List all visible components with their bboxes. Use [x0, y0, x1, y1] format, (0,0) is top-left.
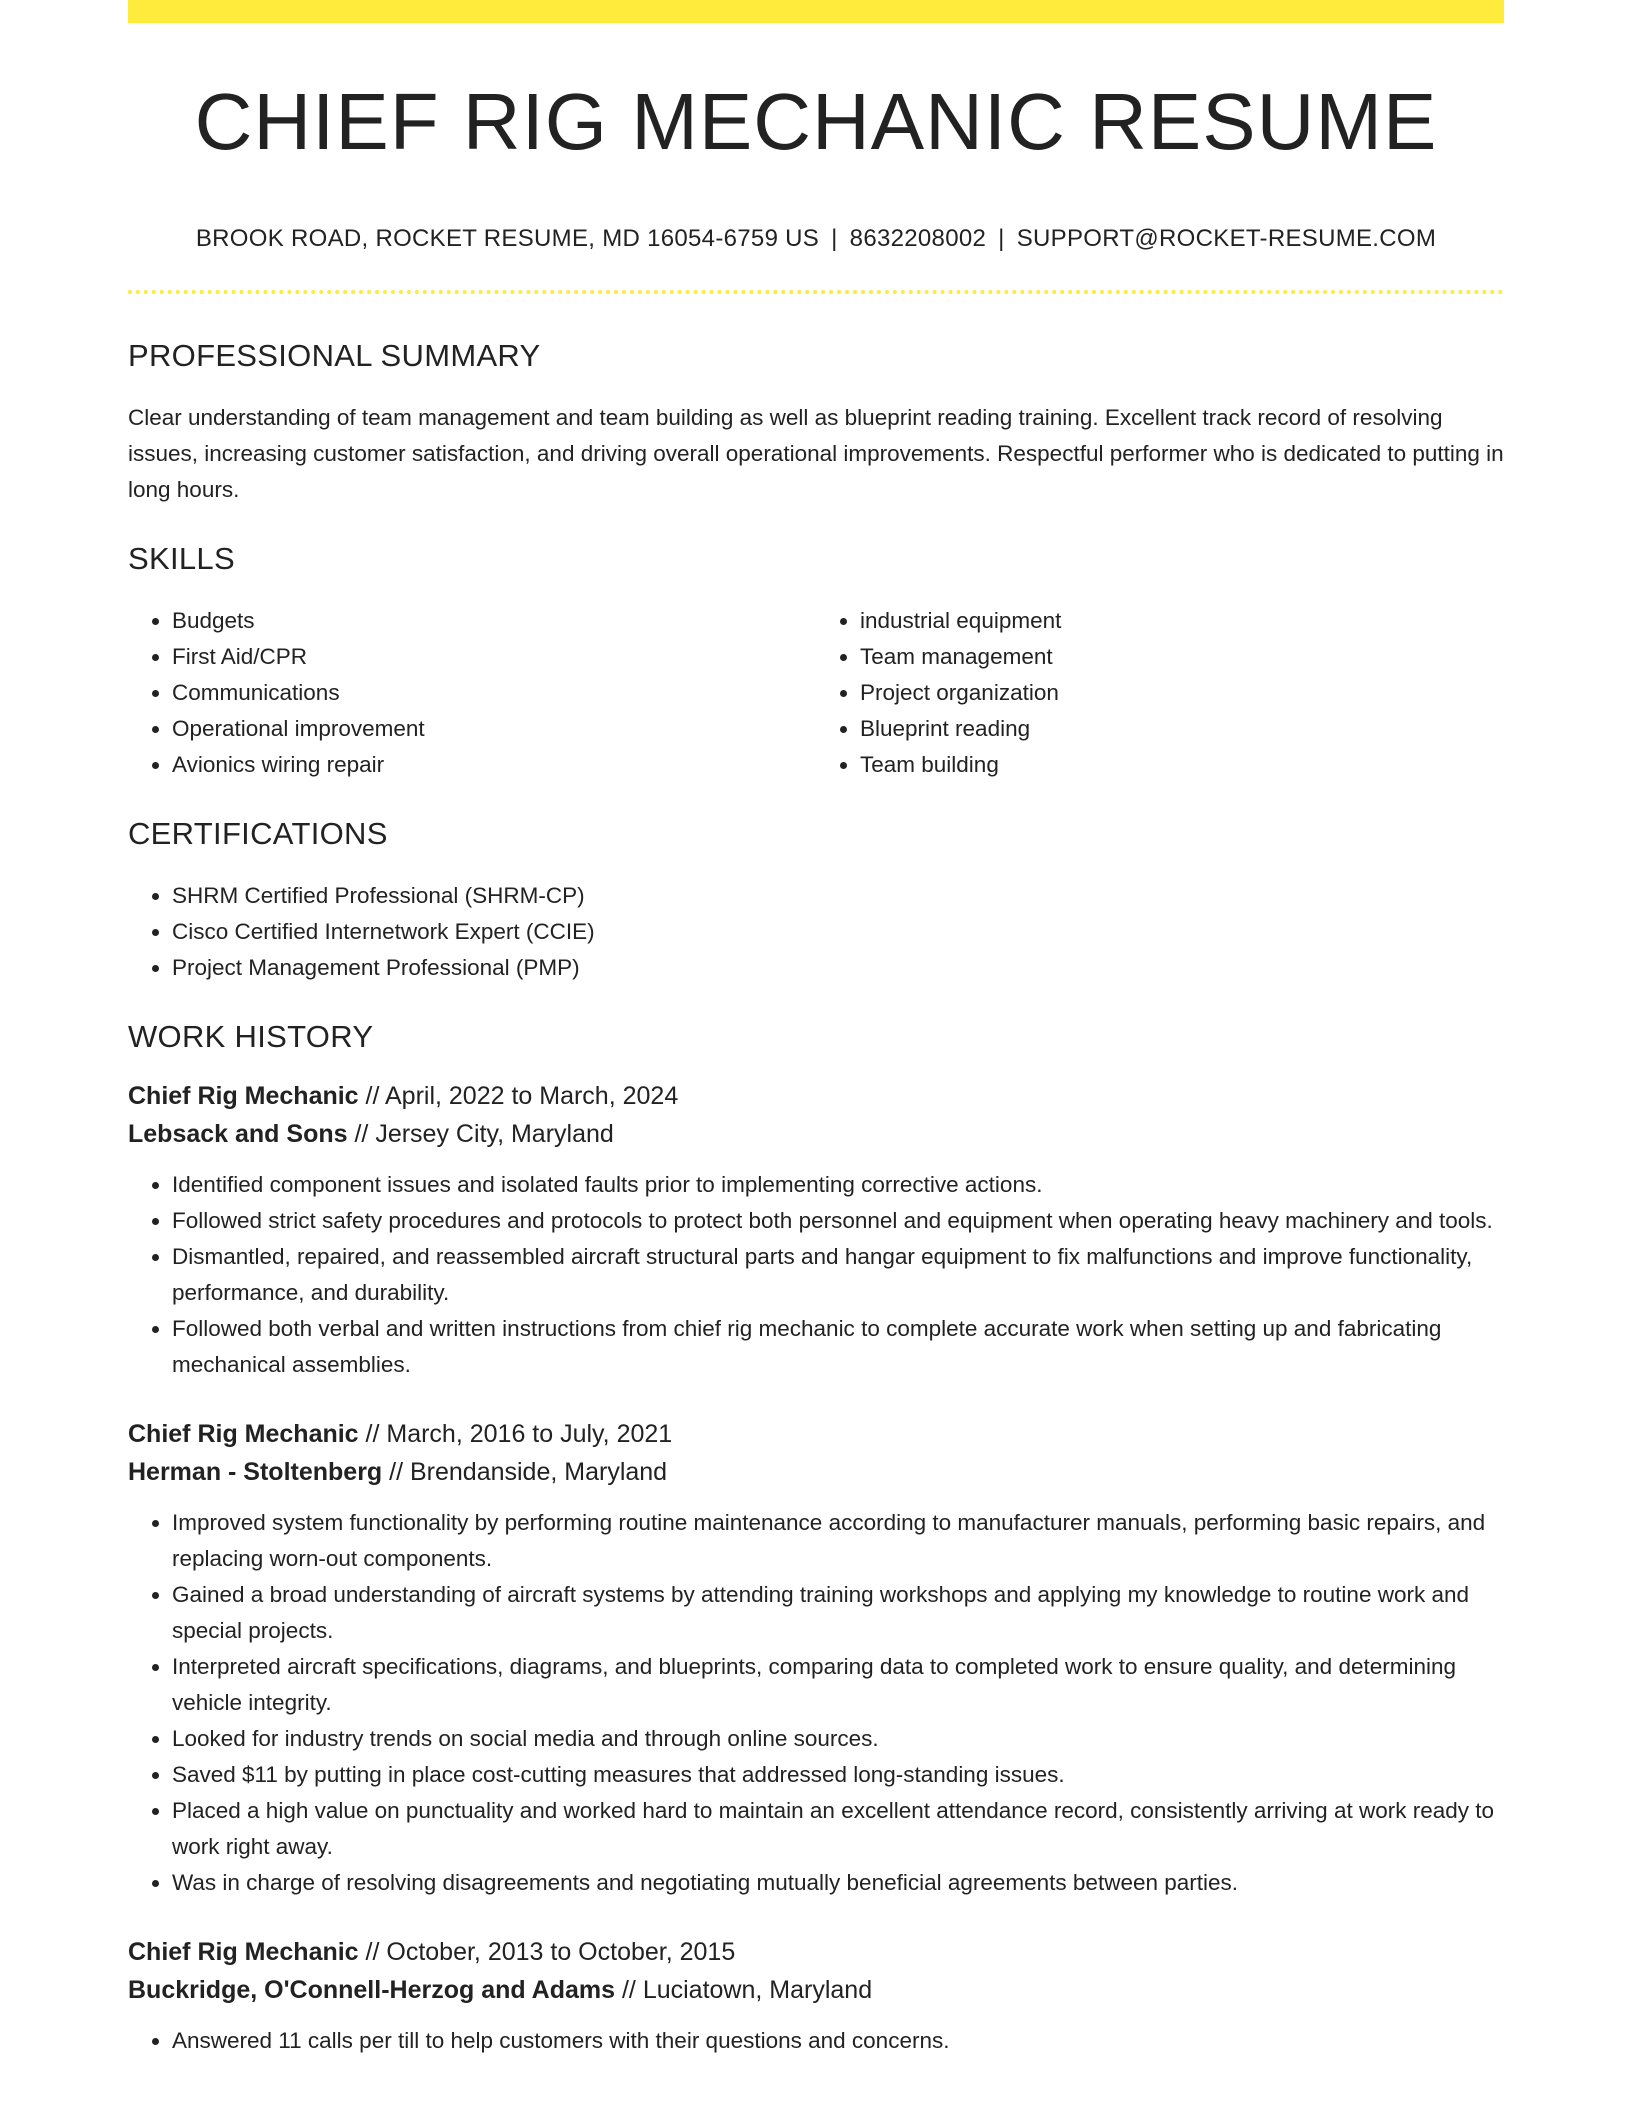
job-dates: // March, 2016 to July, 2021 [358, 1420, 673, 1448]
skill-item: • Budgets [172, 603, 816, 639]
contact-phone: 8632208002 [849, 225, 987, 252]
resume-title: CHIEF RIG MECHANIC RESUME [194, 77, 1438, 166]
job-bullet: • Was in charge of resolving disagreements and negotiating mutually beneficial agreements between parties. [172, 1865, 1504, 1901]
certifications-section [128, 816, 1504, 986]
certifications-list [128, 878, 1504, 986]
job-bullet: • Saved $11 by putting in place cost-cutting measures that addressed long-standing issues. [172, 1757, 1504, 1793]
job-dates: // April, 2022 to March, 2024 [358, 1082, 679, 1110]
job-bullet: • Answered 11 calls per till to help customers with their questions and concerns. [172, 2023, 1504, 2059]
skills-columns [128, 603, 1504, 783]
job-bullet: • Identified component issues and isolated faults prior to implementing corrective actions. [172, 1167, 1504, 1203]
job-title: Chief Rig Mechanic [128, 1420, 359, 1448]
job-bullet: • Placed a high value on punctuality and worked hard to maintain an excellent attendance record, consistently arriving at work ready to work right away. [172, 1793, 1504, 1865]
job-title-line [128, 1933, 1504, 1971]
work-history-heading: WORK HISTORY [128, 1019, 374, 1054]
skill-item: • Project organization [860, 675, 1504, 711]
job-location: // Luciatown, Maryland [615, 1976, 873, 2004]
top-accent-bar [128, 0, 1504, 23]
job-title-line [128, 1415, 1504, 1453]
job-company: Buckridge, O'Connell-Herzog and Adams [128, 1976, 616, 2004]
job-bullet: • Improved system functionality by performing routine maintenance according to manufacturer manuals, performing basic repairs, and replacing worn-out components. [172, 1505, 1504, 1577]
contact-email: SUPPORT@ROCKET-RESUME.COM [1016, 225, 1437, 252]
job-bullet: • Followed both verbal and written instructions from chief rig mechanic to complete accurate work when setting up and fabricating mechanical assemblies. [172, 1311, 1504, 1383]
job-title: Chief Rig Mechanic [128, 1082, 359, 1110]
work-history-section [128, 1019, 1504, 2059]
certification-item: • Project Management Professional (PMP) [172, 950, 1504, 986]
skill-item: • Team building [860, 747, 1504, 783]
job-bullet: • Dismantled, repaired, and reassembled aircraft structural parts and hangar equipment to fix malfunctions and improve functionality, performance, and durability. [172, 1239, 1504, 1311]
job-bullet: • Interpreted aircraft specifications, diagrams, and blueprints, comparing data to completed work to ensure quality, and determining vehicle integrity. [172, 1649, 1504, 1721]
job-company: Lebsack and Sons [128, 1120, 348, 1148]
job-location: // Jersey City, Maryland [347, 1120, 614, 1148]
skill-item: • industrial equipment [860, 603, 1504, 639]
contact-address: BROOK ROAD, ROCKET RESUME, MD 16054-6759 US [195, 225, 820, 252]
job-company: Herman - Stoltenberg [128, 1458, 383, 1486]
certification-item: • SHRM Certified Professional (SHRM-CP) [172, 878, 1504, 914]
certifications-heading: CERTIFICATIONS [128, 816, 388, 851]
skill-item: • First Aid/CPR [172, 639, 816, 675]
job-bullets [128, 2023, 1504, 2059]
skill-item: • Team management [860, 639, 1504, 675]
skills-section [128, 541, 1504, 783]
job-location: // Brendanside, Maryland [382, 1458, 668, 1486]
job-entry [128, 1415, 1504, 1901]
contact-separator: | [998, 225, 1005, 252]
job-company-line [128, 1971, 1504, 2009]
job-title-line [128, 1077, 1504, 1115]
summary-text: Clear understanding of team management and team building as well as blueprint reading training. Excellent track record of resolving issues, increasing customer satisfaction, and driving overall operational improvements. Respectful performer who is dedicated to putting in long hours. [128, 405, 1504, 502]
skill-item: • Blueprint reading [860, 711, 1504, 747]
job-company-line [128, 1453, 1504, 1491]
skills-heading: SKILLS [128, 541, 235, 576]
summary-section [128, 338, 1504, 508]
resume-page [128, 0, 1504, 2059]
job-company-line [128, 1115, 1504, 1153]
contact-separator: | [831, 225, 838, 252]
job-dates: // October, 2013 to October, 2015 [358, 1938, 736, 1966]
job-bullet: • Followed strict safety procedures and protocols to protect both personnel and equipment when operating heavy machinery and tools. [172, 1203, 1504, 1239]
contact-line [128, 225, 1504, 253]
skill-item: • Avionics wiring repair [172, 747, 816, 783]
summary-heading: PROFESSIONAL SUMMARY [128, 338, 541, 373]
job-entry [128, 1077, 1504, 1383]
skill-item: • Communications [172, 675, 816, 711]
dotted-divider [128, 290, 1504, 294]
job-bullets [128, 1167, 1504, 1383]
job-bullet: • Gained a broad understanding of aircraft systems by attending training workshops and applying my knowledge to routine work and special projects. [172, 1577, 1504, 1649]
job-entry [128, 1933, 1504, 2059]
certification-item: • Cisco Certified Internetwork Expert (CCIE) [172, 914, 1504, 950]
skill-item: • Operational improvement [172, 711, 816, 747]
skills-right-list [816, 603, 1504, 783]
job-title: Chief Rig Mechanic [128, 1938, 359, 1966]
job-bullet: • Looked for industry trends on social media and through online sources. [172, 1721, 1504, 1757]
skills-left-list [128, 603, 816, 783]
job-bullets [128, 1505, 1504, 1901]
